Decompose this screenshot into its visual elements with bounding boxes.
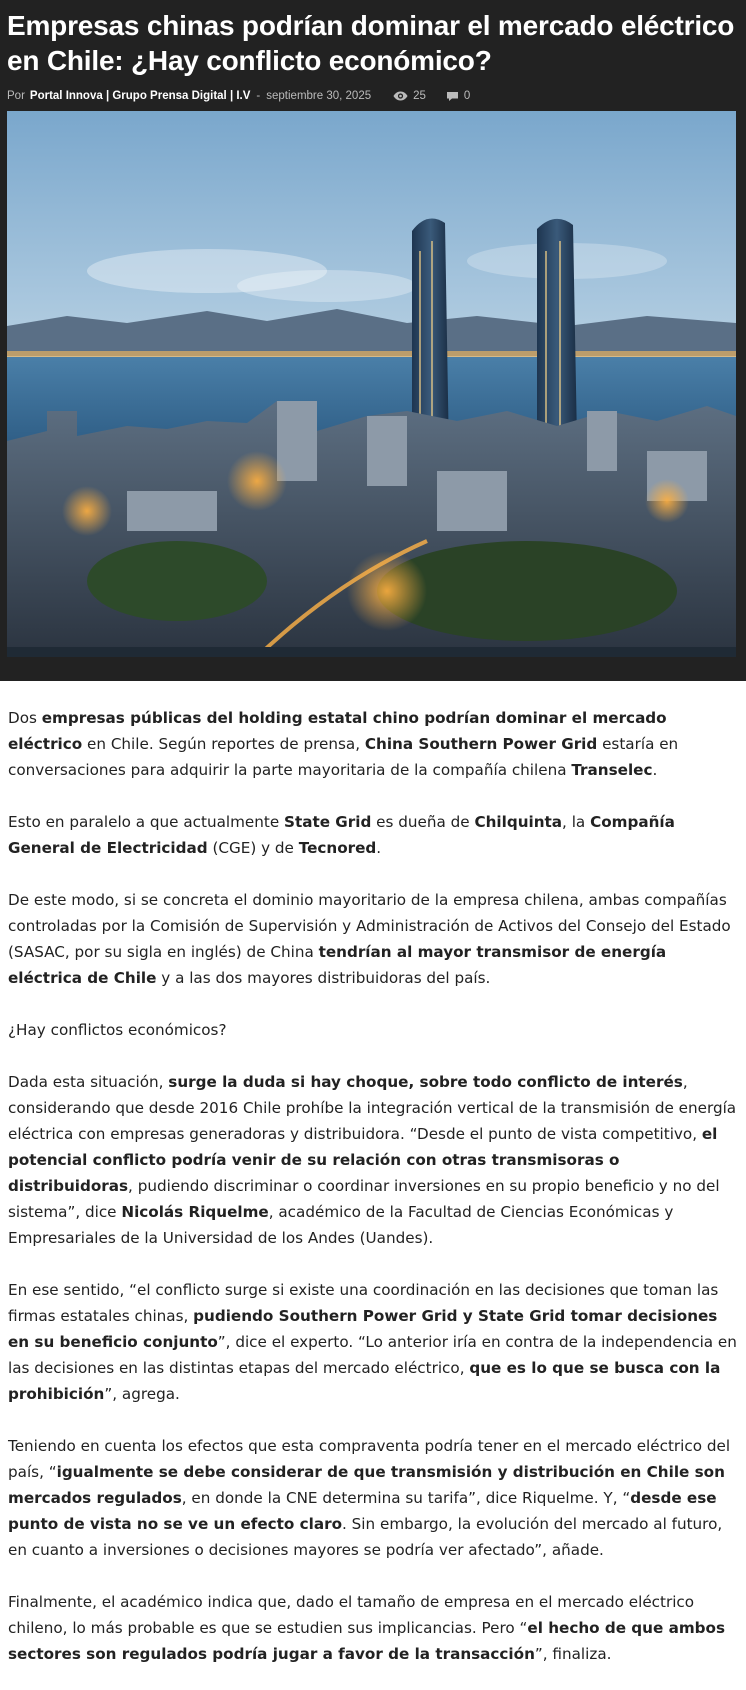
- article-meta: [7, 86, 739, 106]
- eye-icon: [393, 91, 408, 101]
- paragraph: Dos empresas públicas del holding estatal chino podrían dominar el mercado eléctrico en Chile. Según reportes de prensa, China Southern Power Grid estaría en conversaciones para adquirir la parte mayoritaria de la compañía chilena Transelec.: [8, 709, 679, 779]
- comments-value: 0: [463, 90, 471, 102]
- paragraph: Esto en paralelo a que actualmente State Grid es dueña de Chilquinta, la Compañía General de Electricidad (CGE) y de Tecnored.: [8, 813, 675, 857]
- paragraph: Finalmente, el académico indica que, dado el tamaño de empresa en el mercado eléctrico chileno, lo más probable es que se estudien sus implicancias. Pero “el hecho de que ambos sectores son regulados podría jugar a favor de la transacción”, finaliza.: [8, 1593, 725, 1663]
- comments-link[interactable]: [446, 90, 470, 102]
- section-subheading: ¿Hay conflictos económicos?: [8, 1021, 227, 1039]
- by-label: Por: [7, 90, 25, 102]
- paragraph: Dada esta situación, surge la duda si hay choque, sobre todo conflicto de interés, considerando que desde 2016 Chile prohíbe la integración vertical de la transmisión de energía eléctrica con empresas generadoras y distribuidora. “Desde el punto de vista competitivo, el potencial conflicto podría venir de su relación con otras transmisoras o distribuidoras, pudiendo discriminar o coordinar inversiones en su propio beneficio y no del sistema”, dice Nicolás Riquelme, académico de la Facultad de Ciencias Económicas y Empresariales de la Universidad de los Andes (Uandes).: [8, 1073, 737, 1247]
- paragraph: Teniendo en cuenta los efectos que esta compraventa podría tener en el mercado eléctrico del país, “igualmente se debe considerar de que transmisión y distribución en Chile son mercados regulados, en donde la CNE determina su tarifa”, dice Riquelme. Y, “desde ese punto de vista no se ve un efecto claro. Sin embargo, la evolución del mercado al futuro, en cuanto a inversiones o decisiones mayores se podría ver afectado”, añade.: [8, 1437, 731, 1559]
- comment-icon: [446, 91, 459, 102]
- article-title: Empresas chinas podrían dominar el mercado eléctrico en Chile: ¿Hay conflicto económico?: [7, 10, 735, 76]
- views-count: [393, 90, 426, 102]
- article-body: [0, 681, 746, 1667]
- views-value: 25: [413, 90, 426, 102]
- publish-date: septiembre 30, 2025: [266, 90, 372, 102]
- paragraph: De este modo, si se concreta el dominio mayoritario de la empresa chilena, ambas compañías controladas por la Comisión de Supervisión y Administración de Activos del Consejo del Estado (SASAC, por su sigla en inglés) de China tendrían al mayor transmisor de energía eléctrica de Chile y a las dos mayores distribuidoras del país.: [8, 891, 731, 987]
- article-header: [0, 0, 746, 681]
- meta-separator: -: [256, 90, 261, 102]
- featured-image: [7, 111, 736, 657]
- paragraph: En ese sentido, “el conflicto surge si existe una coordinación en las decisiones que toman las firmas estatales chinas, pudiendo Southern Power Grid y State Grid tomar decisiones en su beneficio conjunto”, dice el experto. “Lo anterior iría en contra de la independencia en las decisiones en las distintas etapas del mercado eléctrico, que es lo que se busca con la prohibición”, agrega.: [8, 1281, 737, 1403]
- author-link[interactable]: Portal Innova | Grupo Prensa Digital | I.V: [29, 90, 251, 102]
